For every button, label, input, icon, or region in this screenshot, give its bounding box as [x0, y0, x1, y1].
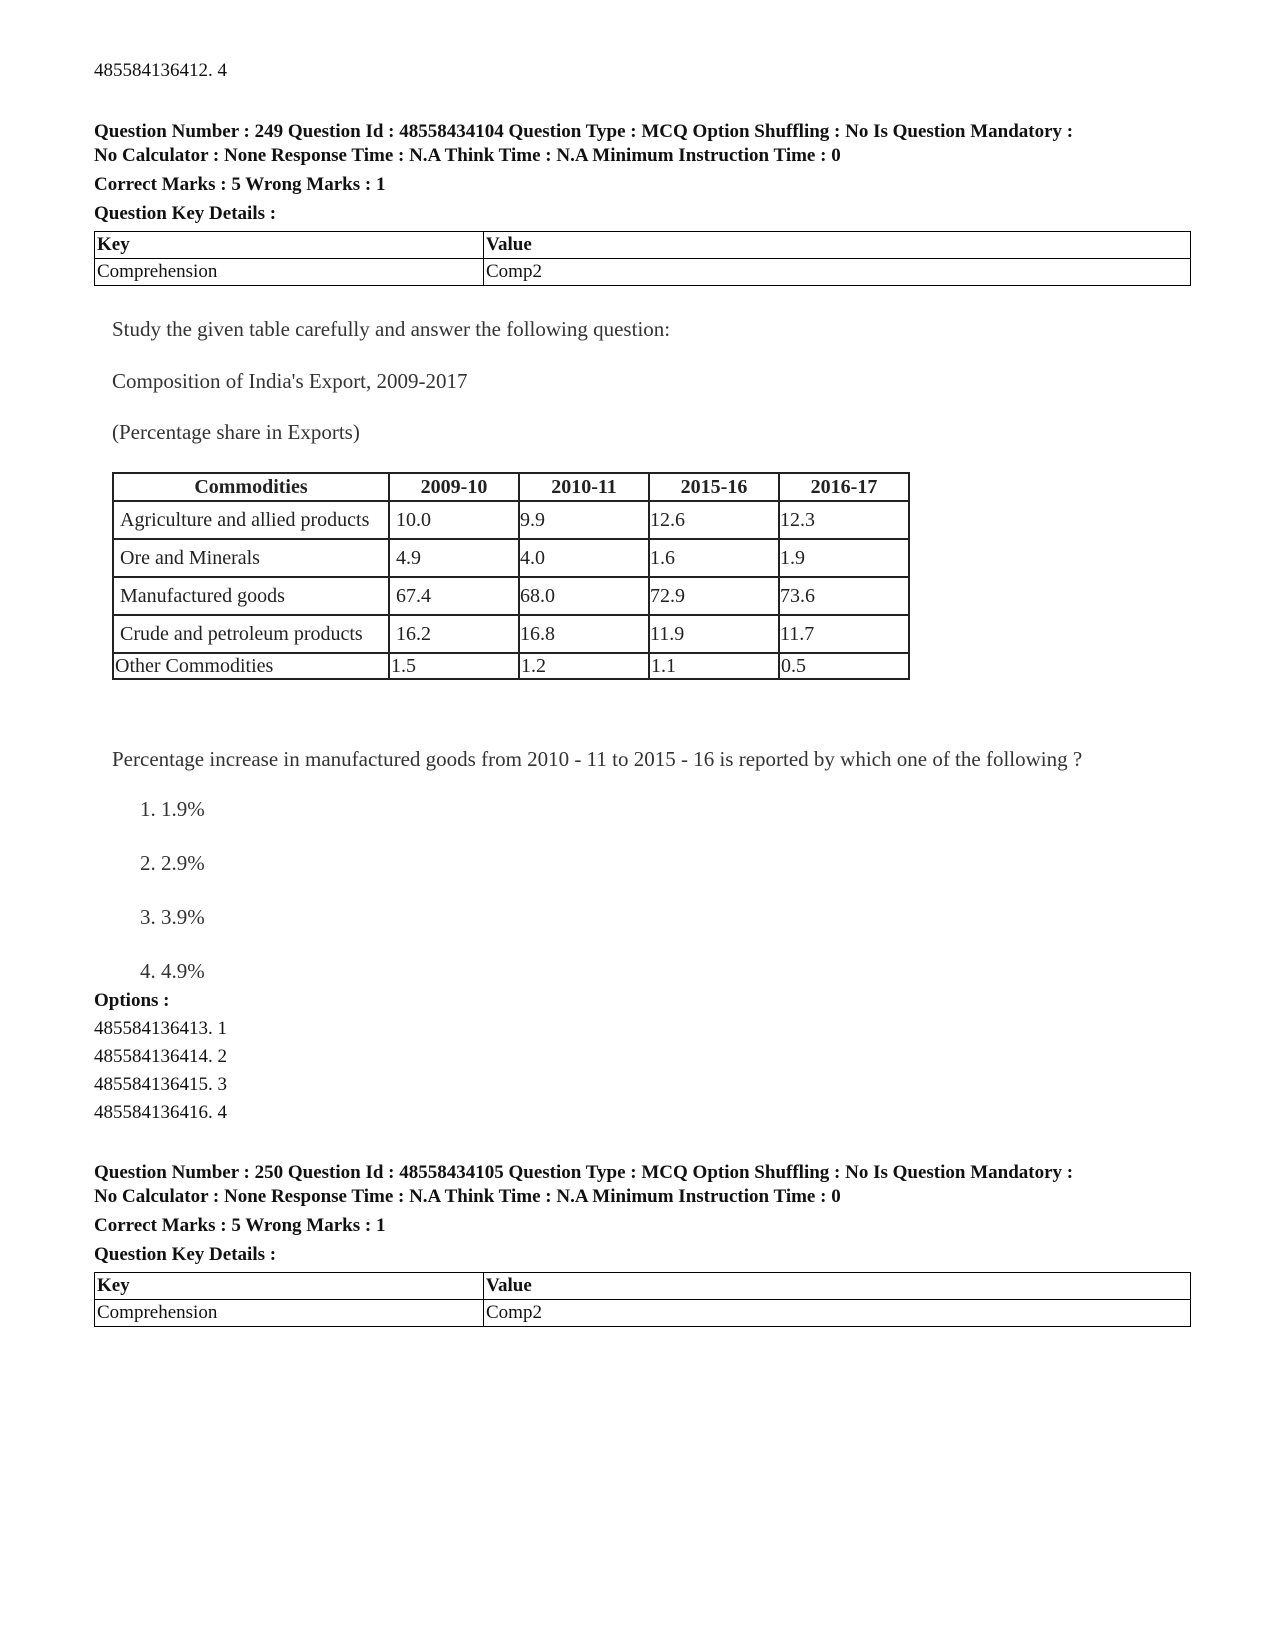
question-249-header — [94, 120, 1191, 168]
table-cell: 67.4 — [389, 577, 519, 615]
options-label: Options : — [94, 990, 170, 1011]
choice-item: 2. 2.9% — [140, 851, 205, 875]
table-cell: 1.1 — [649, 653, 779, 679]
value-cell: Comp2 — [484, 259, 1191, 286]
table-cell: 12.6 — [649, 501, 779, 539]
question-250-header-line1: Question Number : 250 Question Id : 48558434105 Question Type : MCQ Option Shuffling : No Is Question Mandatory : — [94, 1162, 1074, 1183]
table-cell: Other Commodities — [113, 653, 389, 679]
question-250-block — [94, 1161, 1191, 1327]
table-header-cell: 2015-16 — [649, 473, 779, 501]
question-250-header — [94, 1161, 1191, 1209]
table-header-cell: 2010-11 — [519, 473, 649, 501]
question-250-key-details-label: Question Key Details : — [94, 1244, 277, 1265]
question-text: Percentage increase in manufactured goods from 2010 - 11 to 2015 - 16 is reported by which one of the following ? — [112, 747, 1083, 771]
value-header: Value — [484, 232, 1191, 259]
question-250-key-table — [94, 1272, 1191, 1327]
choice-list — [140, 795, 205, 1011]
option-item: 485584136414. 2 — [94, 1046, 227, 1067]
option-item: 485584136416. 4 — [94, 1102, 227, 1123]
table-cell: 4.9 — [389, 539, 519, 577]
option-item: 485584136415. 3 — [94, 1074, 227, 1095]
table-cell: 11.7 — [779, 615, 909, 653]
question-249-key-table — [94, 231, 1191, 286]
previous-option-line: 485584136412. 4 — [94, 60, 227, 81]
table-cell: Crude and petroleum products — [113, 615, 389, 653]
option-item: 485584136413. 1 — [94, 1018, 227, 1039]
key-header: Key — [95, 232, 484, 259]
table-cell: 9.9 — [519, 501, 649, 539]
table-cell: 1.9 — [779, 539, 909, 577]
export-composition-table — [112, 472, 910, 680]
question-250-header-line2: No Calculator : None Response Time : N.A Think Time : N.A Minimum Instruction Time : 0 — [94, 1186, 841, 1207]
table-cell: 16.2 — [389, 615, 519, 653]
table-row — [113, 539, 909, 577]
table-cell: Ore and Minerals — [113, 539, 389, 577]
table-cell: 72.9 — [649, 577, 779, 615]
table-cell: 1.6 — [649, 539, 779, 577]
question-249-block — [94, 120, 1191, 286]
choice-item: 4. 4.9% — [140, 959, 205, 983]
table-cell: 0.5 — [779, 653, 909, 679]
table-cell: Manufactured goods — [113, 577, 389, 615]
options-block — [94, 987, 227, 1127]
question-249-marks: Correct Marks : 5 Wrong Marks : 1 — [94, 174, 386, 195]
table-row — [113, 501, 909, 539]
table-cell: 1.2 — [519, 653, 649, 679]
table-cell: 12.3 — [779, 501, 909, 539]
choice-item: 3. 3.9% — [140, 905, 205, 929]
table-cell: 16.8 — [519, 615, 649, 653]
table-row — [113, 653, 909, 679]
question-249-header-line1: Question Number : 249 Question Id : 48558434104 Question Type : MCQ Option Shuffling : No Is Question Mandatory : — [94, 121, 1074, 142]
value-header: Value — [484, 1273, 1191, 1300]
table-cell: 73.6 — [779, 577, 909, 615]
table-cell: 1.5 — [389, 653, 519, 679]
choice-item: 1. 1.9% — [140, 797, 205, 821]
table-header-row — [113, 473, 909, 501]
table-header-cell: Commodities — [113, 473, 389, 501]
table-cell: 4.0 — [519, 539, 649, 577]
table-title: Composition of India's Export, 2009-2017 — [112, 369, 468, 393]
key-cell: Comprehension — [95, 259, 484, 286]
key-header: Key — [95, 1273, 484, 1300]
table-row — [113, 577, 909, 615]
passage-instruction: Study the given table carefully and answer the following question: — [112, 317, 671, 341]
value-cell: Comp2 — [484, 1300, 1191, 1327]
question-249-key-details-label: Question Key Details : — [94, 203, 277, 224]
question-250-marks: Correct Marks : 5 Wrong Marks : 1 — [94, 1215, 386, 1236]
table-cell: 10.0 — [389, 501, 519, 539]
table-subtitle: (Percentage share in Exports) — [112, 420, 360, 444]
question-249-header-line2: No Calculator : None Response Time : N.A Think Time : N.A Minimum Instruction Time : 0 — [94, 145, 841, 166]
table-row — [113, 615, 909, 653]
table-cell: Agriculture and allied products — [113, 501, 389, 539]
key-cell: Comprehension — [95, 1300, 484, 1327]
table-cell: 11.9 — [649, 615, 779, 653]
table-header-cell: 2016-17 — [779, 473, 909, 501]
table-header-cell: 2009-10 — [389, 473, 519, 501]
table-cell: 68.0 — [519, 577, 649, 615]
